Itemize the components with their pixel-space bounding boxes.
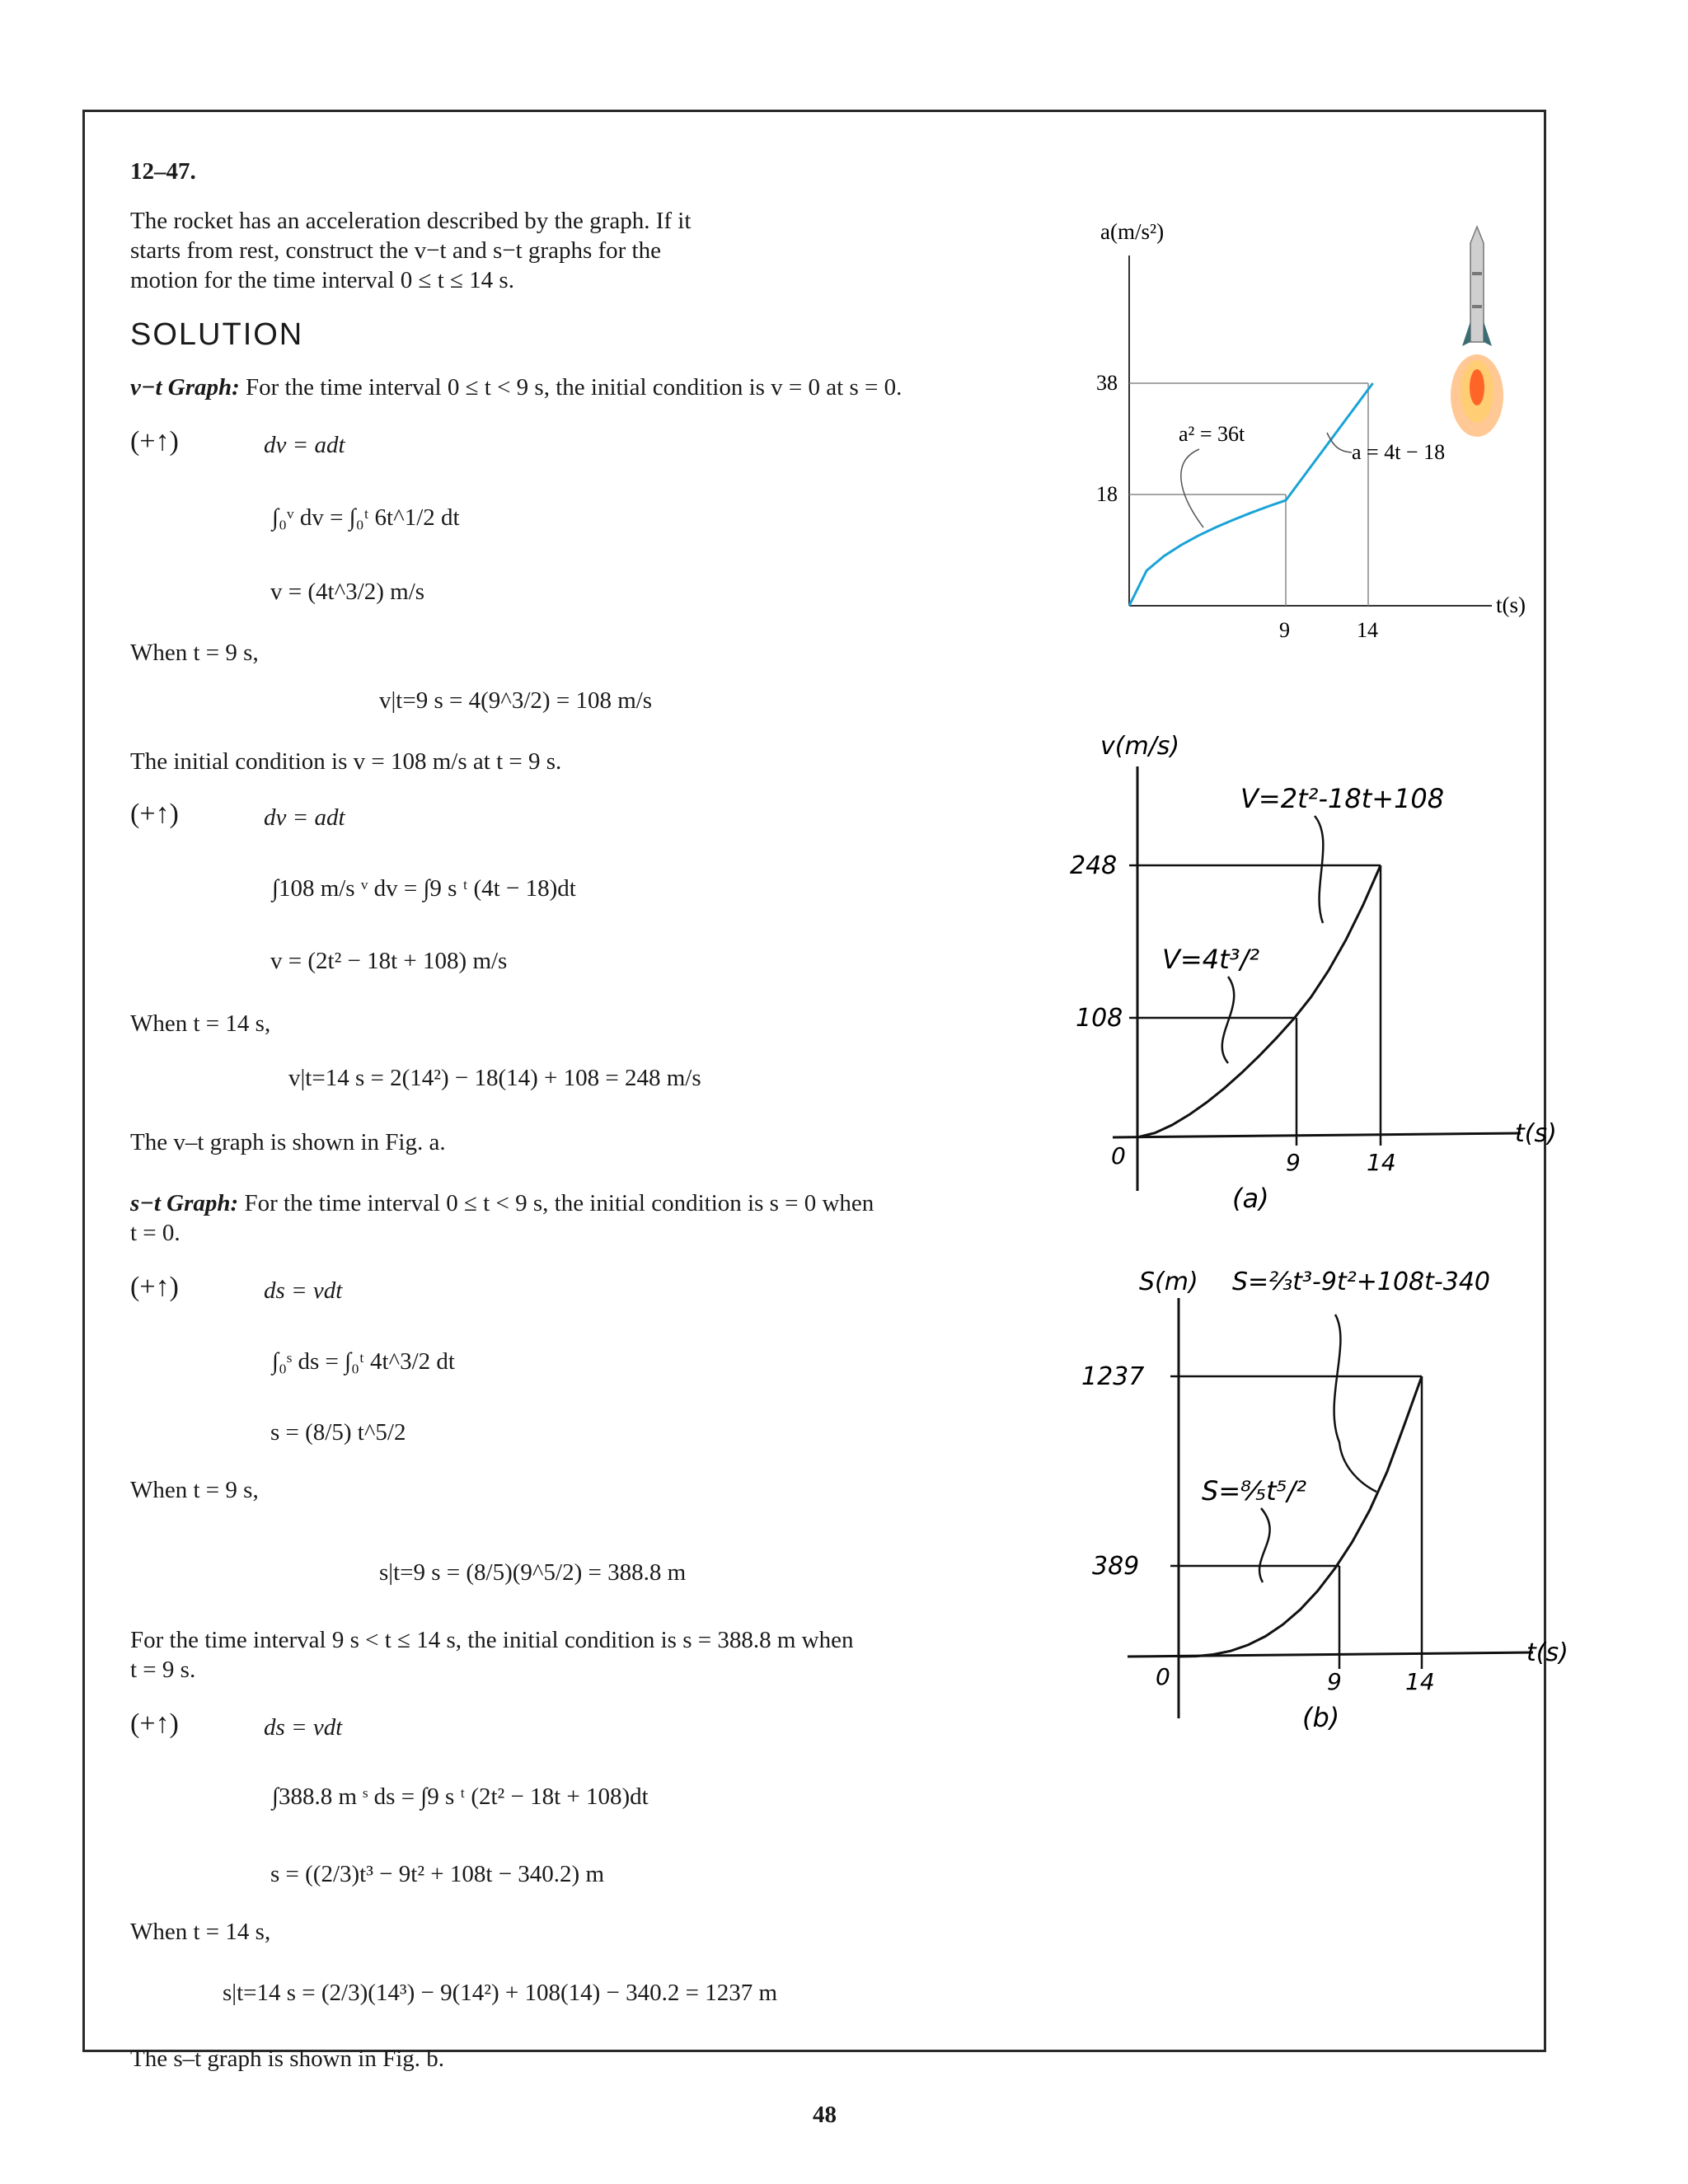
s-annotation-leader-1 [1334,1315,1376,1492]
a-annotation-leader-2 [1327,433,1352,452]
vt-intro [130,373,902,402]
page-number: 48 [813,2102,837,2128]
v-annotation-leader-1 [1315,816,1323,923]
st-intro-line-1 [130,1188,874,1218]
problem-statement-line-2: starts from rest, construct the v−t and s−t graphs for the [130,237,661,264]
v-xtick-14: 14 [1367,1149,1396,1176]
s-annotation-power: S=⁸⁄₅t⁵/² [1202,1475,1307,1507]
equation-1: dv = adt [264,432,345,458]
sign-convention-1: (+↑) [130,426,179,457]
v-xtick-9: 9 [1286,1149,1301,1176]
v-series-line [1137,865,1381,1137]
s-xlabel: t(s) [1526,1638,1568,1667]
equation-11: s = (8/5) t^5/2 [270,1419,406,1446]
v-annotation-quadratic: V=2t²-18t+108 [1240,783,1445,814]
a-ytick-38: 38 [1096,371,1118,395]
initial-condition-3-line-2: t = 9 s. [130,1657,196,1683]
initial-condition-2: The initial condition is v = 108 m/s at t = 9 s. [130,748,562,775]
s-xtick-14: 14 [1405,1668,1435,1695]
problem-statement-line-1: The rocket has an acceleration described by the graph. If it [130,208,692,234]
v-ytick-248: 248 [1070,851,1118,880]
a-annotation-parabola: a² = 36t [1179,422,1245,446]
v-annotation-power: V=4t³/² [1162,944,1260,975]
rocket-icon [1451,227,1503,437]
acceleration-chart [1055,214,1550,659]
s-ytick-389: 389 [1092,1552,1140,1581]
equation-6: ∫108 m/s ᵛ dv = ∫9 s ᵗ (4t − 18)dt [272,875,576,902]
s-annotation-leader-2 [1259,1508,1270,1582]
fig-a-reference: The v–t graph is shown in Fig. a. [130,1129,446,1155]
st-intro-line-2: t = 0. [130,1220,181,1246]
equation-7: v = (2t² − 18t + 108) m/s [270,948,508,974]
problem-number: 12–47. [130,158,196,185]
s-origin-label: 0 [1156,1663,1170,1690]
v-xlabel: t(s) [1515,1119,1557,1148]
solution-heading: SOLUTION [130,317,304,352]
vt-intro-text: For the time interval 0 ≤ t < 9 s, the initial condition is v = 0 at s = 0. [246,374,903,401]
s-ylabel: S(m) [1139,1268,1198,1296]
s-series-line [1179,1376,1422,1657]
s-annotation-cubic: S=⅔t³-9t²+108t-340 [1232,1268,1490,1296]
equation-2: ∫₀ᵛ dv = ∫₀ᵗ 6t^1/2 dt [272,504,460,531]
v-annotation-leader-2 [1222,977,1234,1063]
initial-condition-3-line-1: For the time interval 9 s < t ≤ 14 s, the initial condition is s = 388.8 m when [130,1627,854,1653]
v-ylabel: v(m/s) [1100,732,1180,761]
sign-convention-4: (+↑) [130,1708,179,1739]
st-intro-text: For the time interval 0 ≤ t < 9 s, the initial condition is s = 0 when [244,1190,874,1216]
equation-10: ∫₀ˢ ds = ∫₀ᵗ 4t^3/2 dt [272,1348,455,1375]
s-xtick-9: 9 [1327,1668,1342,1695]
v-origin-label: 0 [1111,1142,1126,1169]
fig-b-reference: The s–t graph is shown in Fig. b. [130,2046,445,2072]
equation-13: ds = vdt [264,1714,343,1741]
when-t-9-s: When t = 9 s, [130,1477,259,1503]
equation-16: s|t=14 s = (2/3)(14³) − 9(14²) + 108(14) − 340.2 = 1237 m [223,1980,778,2006]
st-heading: s−t Graph: [130,1190,239,1216]
equation-12: s|t=9 s = (8/5)(9^5/2) = 388.8 m [379,1559,687,1586]
v-ytick-108: 108 [1076,1004,1123,1033]
a-annotation-linear: a = 4t − 18 [1352,440,1446,464]
velocity-chart [1063,725,1574,1236]
sign-convention-3: (+↑) [130,1272,179,1302]
position-chart [1063,1253,1574,1747]
when-t-9-v: When t = 9 s, [130,640,259,666]
equation-14: ∫388.8 m ˢ ds = ∫9 s ᵗ (2t² − 18t + 108)dt [272,1783,649,1810]
equation-8: v|t=14 s = 2(14²) − 18(14) + 108 = 248 m/s [288,1065,701,1091]
s-caption: (b) [1302,1702,1340,1733]
sign-convention-2: (+↑) [130,799,179,829]
a-xtick-14: 14 [1357,618,1378,642]
problem-statement-line-3: motion for the time interval 0 ≤ t ≤ 14 s. [130,267,514,293]
when-t-14-v: When t = 14 s, [130,1010,271,1037]
equation-3: v = (4t^3/2) m/s [270,579,425,605]
v-caption: (a) [1232,1183,1269,1214]
equation-4: v|t=9 s = 4(9^3/2) = 108 m/s [379,687,653,714]
v-x-axis [1113,1133,1521,1137]
equation-9: ds = vdt [264,1277,343,1304]
a-annotation-leader-1 [1181,449,1203,527]
vt-heading: v−t Graph: [130,374,240,401]
when-t-14-s: When t = 14 s, [130,1919,271,1945]
a-xlabel: t(s) [1496,593,1526,617]
a-ylabel: a(m/s²) [1100,219,1165,244]
equation-15: s = ((2/3)t³ − 9t² + 108t − 340.2) m [270,1861,605,1887]
s-ytick-1237: 1237 [1081,1362,1145,1391]
equation-5: dv = adt [264,804,345,831]
a-ytick-18: 18 [1096,482,1118,506]
a-xtick-9: 9 [1279,618,1290,642]
